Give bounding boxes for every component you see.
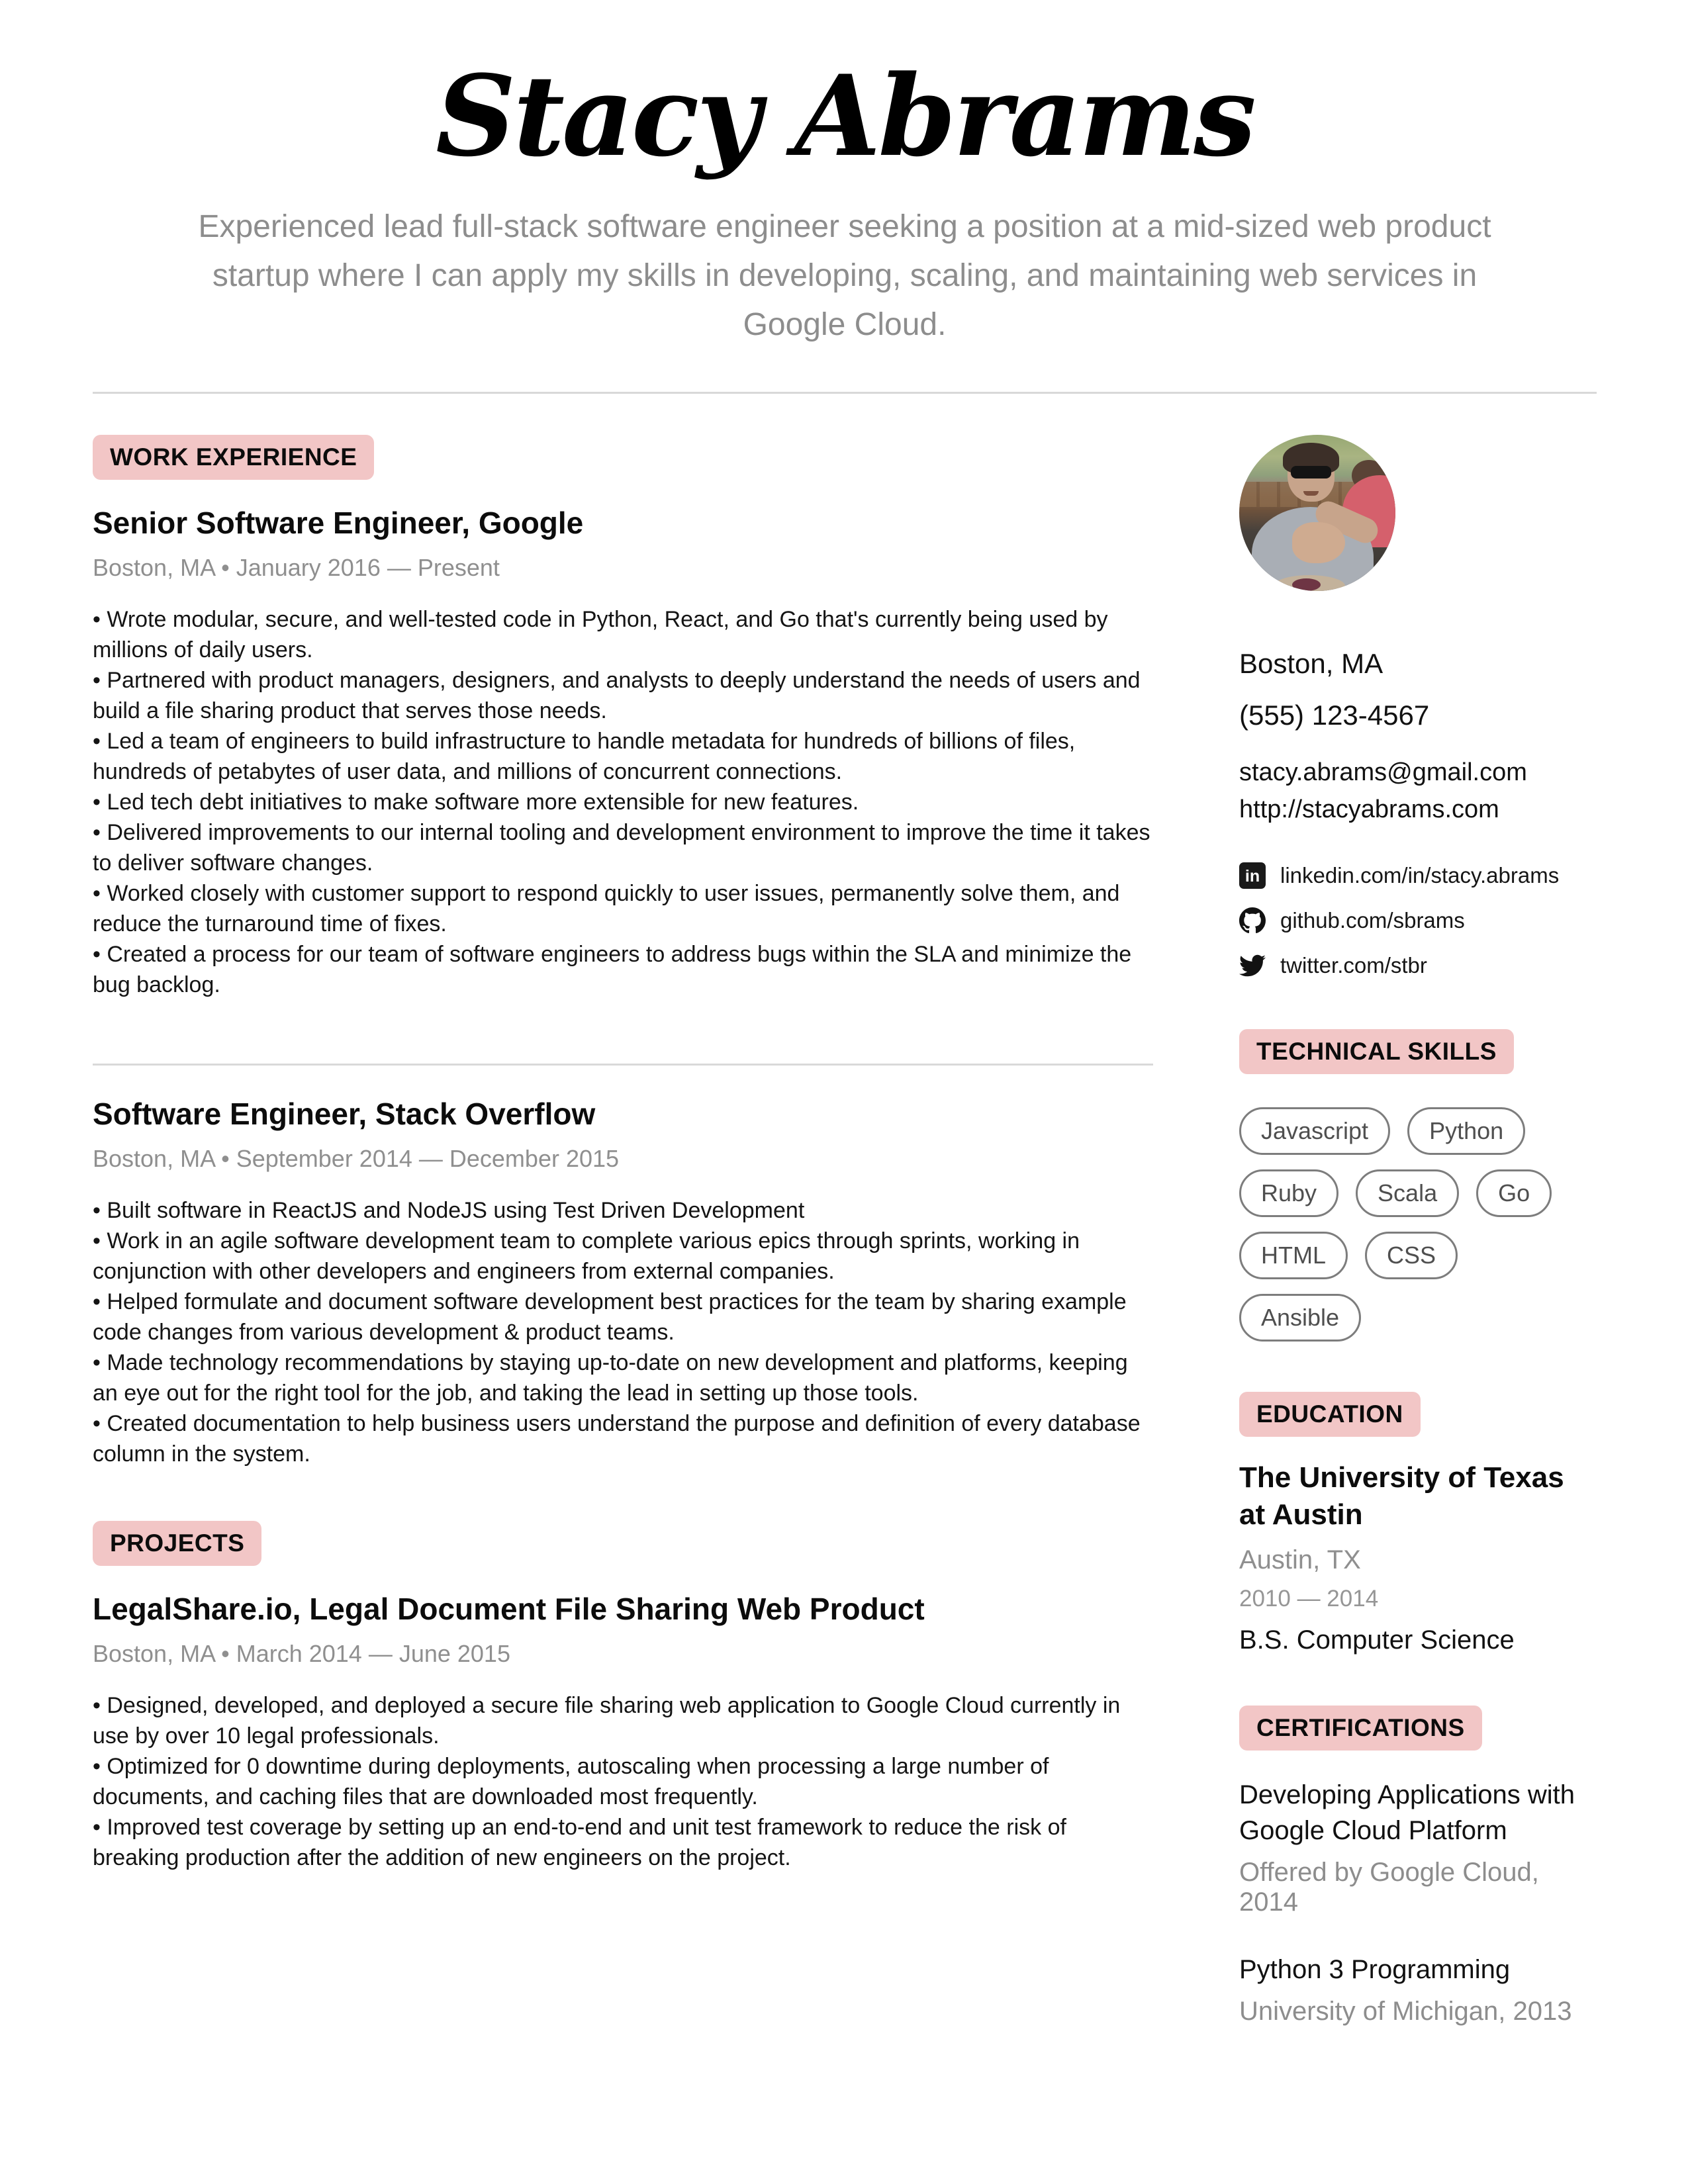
resume-header [93, 46, 1597, 394]
project-bullets [93, 1690, 1153, 1873]
section-badge-projects: PROJECTS [93, 1521, 261, 1566]
technical-skills-section [1239, 1029, 1597, 1342]
bullet-item: • Partnered with product managers, designers, and analysts to deeply understand the needs of users and build a file sharing product that serves those needs. [93, 665, 1153, 726]
twitter-icon [1239, 952, 1266, 979]
social-links [1239, 862, 1597, 979]
candidate-name: Stacy Abrams [436, 50, 1254, 181]
school-dates: 2010 — 2014 [1239, 1586, 1379, 1612]
work-entry [93, 505, 1153, 1000]
contact-block [1239, 648, 1597, 828]
bullet-item: • Built software in ReactJS and NodeJS using Test Driven Development [93, 1195, 1153, 1226]
certifications-section [1239, 1706, 1597, 2026]
svg-text:in: in [1244, 867, 1260, 886]
bullet-item: • Wrote modular, secure, and well-tested code in Python, React, and Go that's currently being used by millions of daily users. [93, 604, 1153, 665]
bullet-item: • Worked closely with customer support to respond quickly to user issues, permanently solve them, and reduce the turnaround time of fixes. [93, 878, 1153, 939]
job-title: Senior Software Engineer, Google [93, 506, 584, 540]
section-badge-certifications: CERTIFICATIONS [1239, 1706, 1482, 1751]
certification-entry [1239, 1952, 1597, 2026]
job-bullets [93, 1195, 1153, 1469]
skill-pill: Ruby [1239, 1169, 1338, 1217]
bullet-item: • Work in an agile software development team to complete various epics through sprints, working in conjunction with other developers and engineers from external companies. [93, 1226, 1153, 1287]
job-meta: Boston, MA • September 2014 — December 2015 [93, 1145, 620, 1172]
linkedin-icon [1239, 862, 1266, 889]
school-location: Austin, TX [1239, 1545, 1361, 1574]
skills-list [1239, 1093, 1597, 1342]
education-list [1239, 1459, 1597, 1655]
education-entry [1239, 1459, 1597, 1655]
main-column [93, 435, 1153, 2026]
contact-website[interactable]: http://stacyabrams.com [1239, 796, 1499, 823]
skill-pill: HTML [1239, 1232, 1348, 1279]
bullet-item: • Improved test coverage by setting up an end-to-end and unit test framework to reduce the risk of breaking production after the addition of new engineers on the project. [93, 1812, 1153, 1873]
bullet-item: • Led a team of engineers to build infrastructure to handle metadata for hundreds of billions of files, hundreds of petabytes of user data, and millions of concurrent connections. [93, 726, 1153, 787]
job-bullets [93, 604, 1153, 1000]
bullet-item: • Optimized for 0 downtime during deployments, autoscaling when processing a large number of documents, and caching files that are downloaded most frequently. [93, 1751, 1153, 1812]
bullet-item: • Made technology recommendations by staying up-to-date on new development and platforms, keeping an eye out for the right tool for the job, and taking the lead in setting up those tools. [93, 1347, 1153, 1408]
social-link-linkedin[interactable] [1239, 862, 1597, 889]
project-meta: Boston, MA • March 2014 — June 2015 [93, 1640, 510, 1667]
work-experience-list [93, 505, 1153, 1469]
summary-text: Experienced lead full-stack software engineer seeking a position at a mid-sized web product startup where I can apply my skills in developing, scaling, and maintaining web services in Google Cloud. [198, 209, 1491, 342]
certification-issuer: University of Michigan, 2013 [1239, 1997, 1572, 2026]
project-entry [93, 1591, 1153, 1873]
skill-pill: CSS [1365, 1232, 1458, 1279]
skill-pill: Python [1407, 1107, 1525, 1155]
social-link-github[interactable] [1239, 907, 1597, 934]
contact-phone: (555) 123-4567 [1239, 700, 1430, 731]
header-divider [93, 392, 1597, 394]
certification-name: Developing Applications with Google Cloud Platform [1239, 1780, 1575, 1845]
skill-pill: Scala [1356, 1169, 1459, 1217]
social-label: github.com/sbrams [1280, 908, 1465, 933]
section-badge-education: EDUCATION [1239, 1392, 1421, 1437]
contact-location: Boston, MA [1239, 648, 1383, 679]
bullet-item: • Helped formulate and document software development best practices for the team by sharing example code changes from various development & product teams. [93, 1287, 1153, 1347]
skill-pill: Javascript [1239, 1107, 1390, 1155]
bullet-item: • Created documentation to help business users understand the purpose and definition of every database column in the system. [93, 1408, 1153, 1469]
section-badge-work-experience: WORK EXPERIENCE [93, 435, 374, 480]
education-section [1239, 1392, 1597, 1655]
entry-divider [93, 1064, 1153, 1066]
bullet-item: • Designed, developed, and deployed a secure file sharing web application to Google Cloud currently in use by over 10 legal professionals. [93, 1690, 1153, 1751]
bullet-item: • Delivered improvements to our internal tooling and development environment to improve the time it takes to deliver software changes. [93, 817, 1153, 878]
bullet-item: • Created a process for our team of software engineers to address bugs within the SLA and minimize the bug backlog. [93, 939, 1153, 1000]
section-badge-technical-skills: TECHNICAL SKILLS [1239, 1029, 1514, 1074]
social-link-twitter[interactable] [1239, 952, 1597, 979]
bullet-item: • Led tech debt initiatives to make software more extensible for new features. [93, 787, 1153, 817]
skill-pill: Ansible [1239, 1294, 1361, 1342]
school-name: The University of Texas at Austin [1239, 1461, 1564, 1531]
social-label: twitter.com/stbr [1280, 953, 1427, 978]
degree: B.S. Computer Science [1239, 1625, 1515, 1655]
job-meta: Boston, MA • January 2016 — Present [93, 554, 500, 581]
contact-email[interactable]: stacy.abrams@gmail.com [1239, 758, 1527, 786]
job-title: Software Engineer, Stack Overflow [93, 1097, 596, 1131]
certification-issuer: Offered by Google Cloud, 2014 [1239, 1858, 1539, 1917]
work-entry [93, 1064, 1153, 1469]
certifications-list [1239, 1777, 1597, 2026]
certification-name: Python 3 Programming [1239, 1955, 1511, 1984]
skill-pill: Go [1476, 1169, 1552, 1217]
certification-entry [1239, 1777, 1597, 1917]
sidebar [1239, 435, 1597, 2026]
projects-list [93, 1591, 1153, 1873]
profile-photo [1239, 435, 1395, 591]
social-label: linkedin.com/in/stacy.abrams [1280, 863, 1560, 887]
github-icon [1239, 907, 1266, 934]
projects-section [93, 1521, 1153, 1873]
project-title: LegalShare.io, Legal Document File Sharing Web Product [93, 1592, 925, 1626]
